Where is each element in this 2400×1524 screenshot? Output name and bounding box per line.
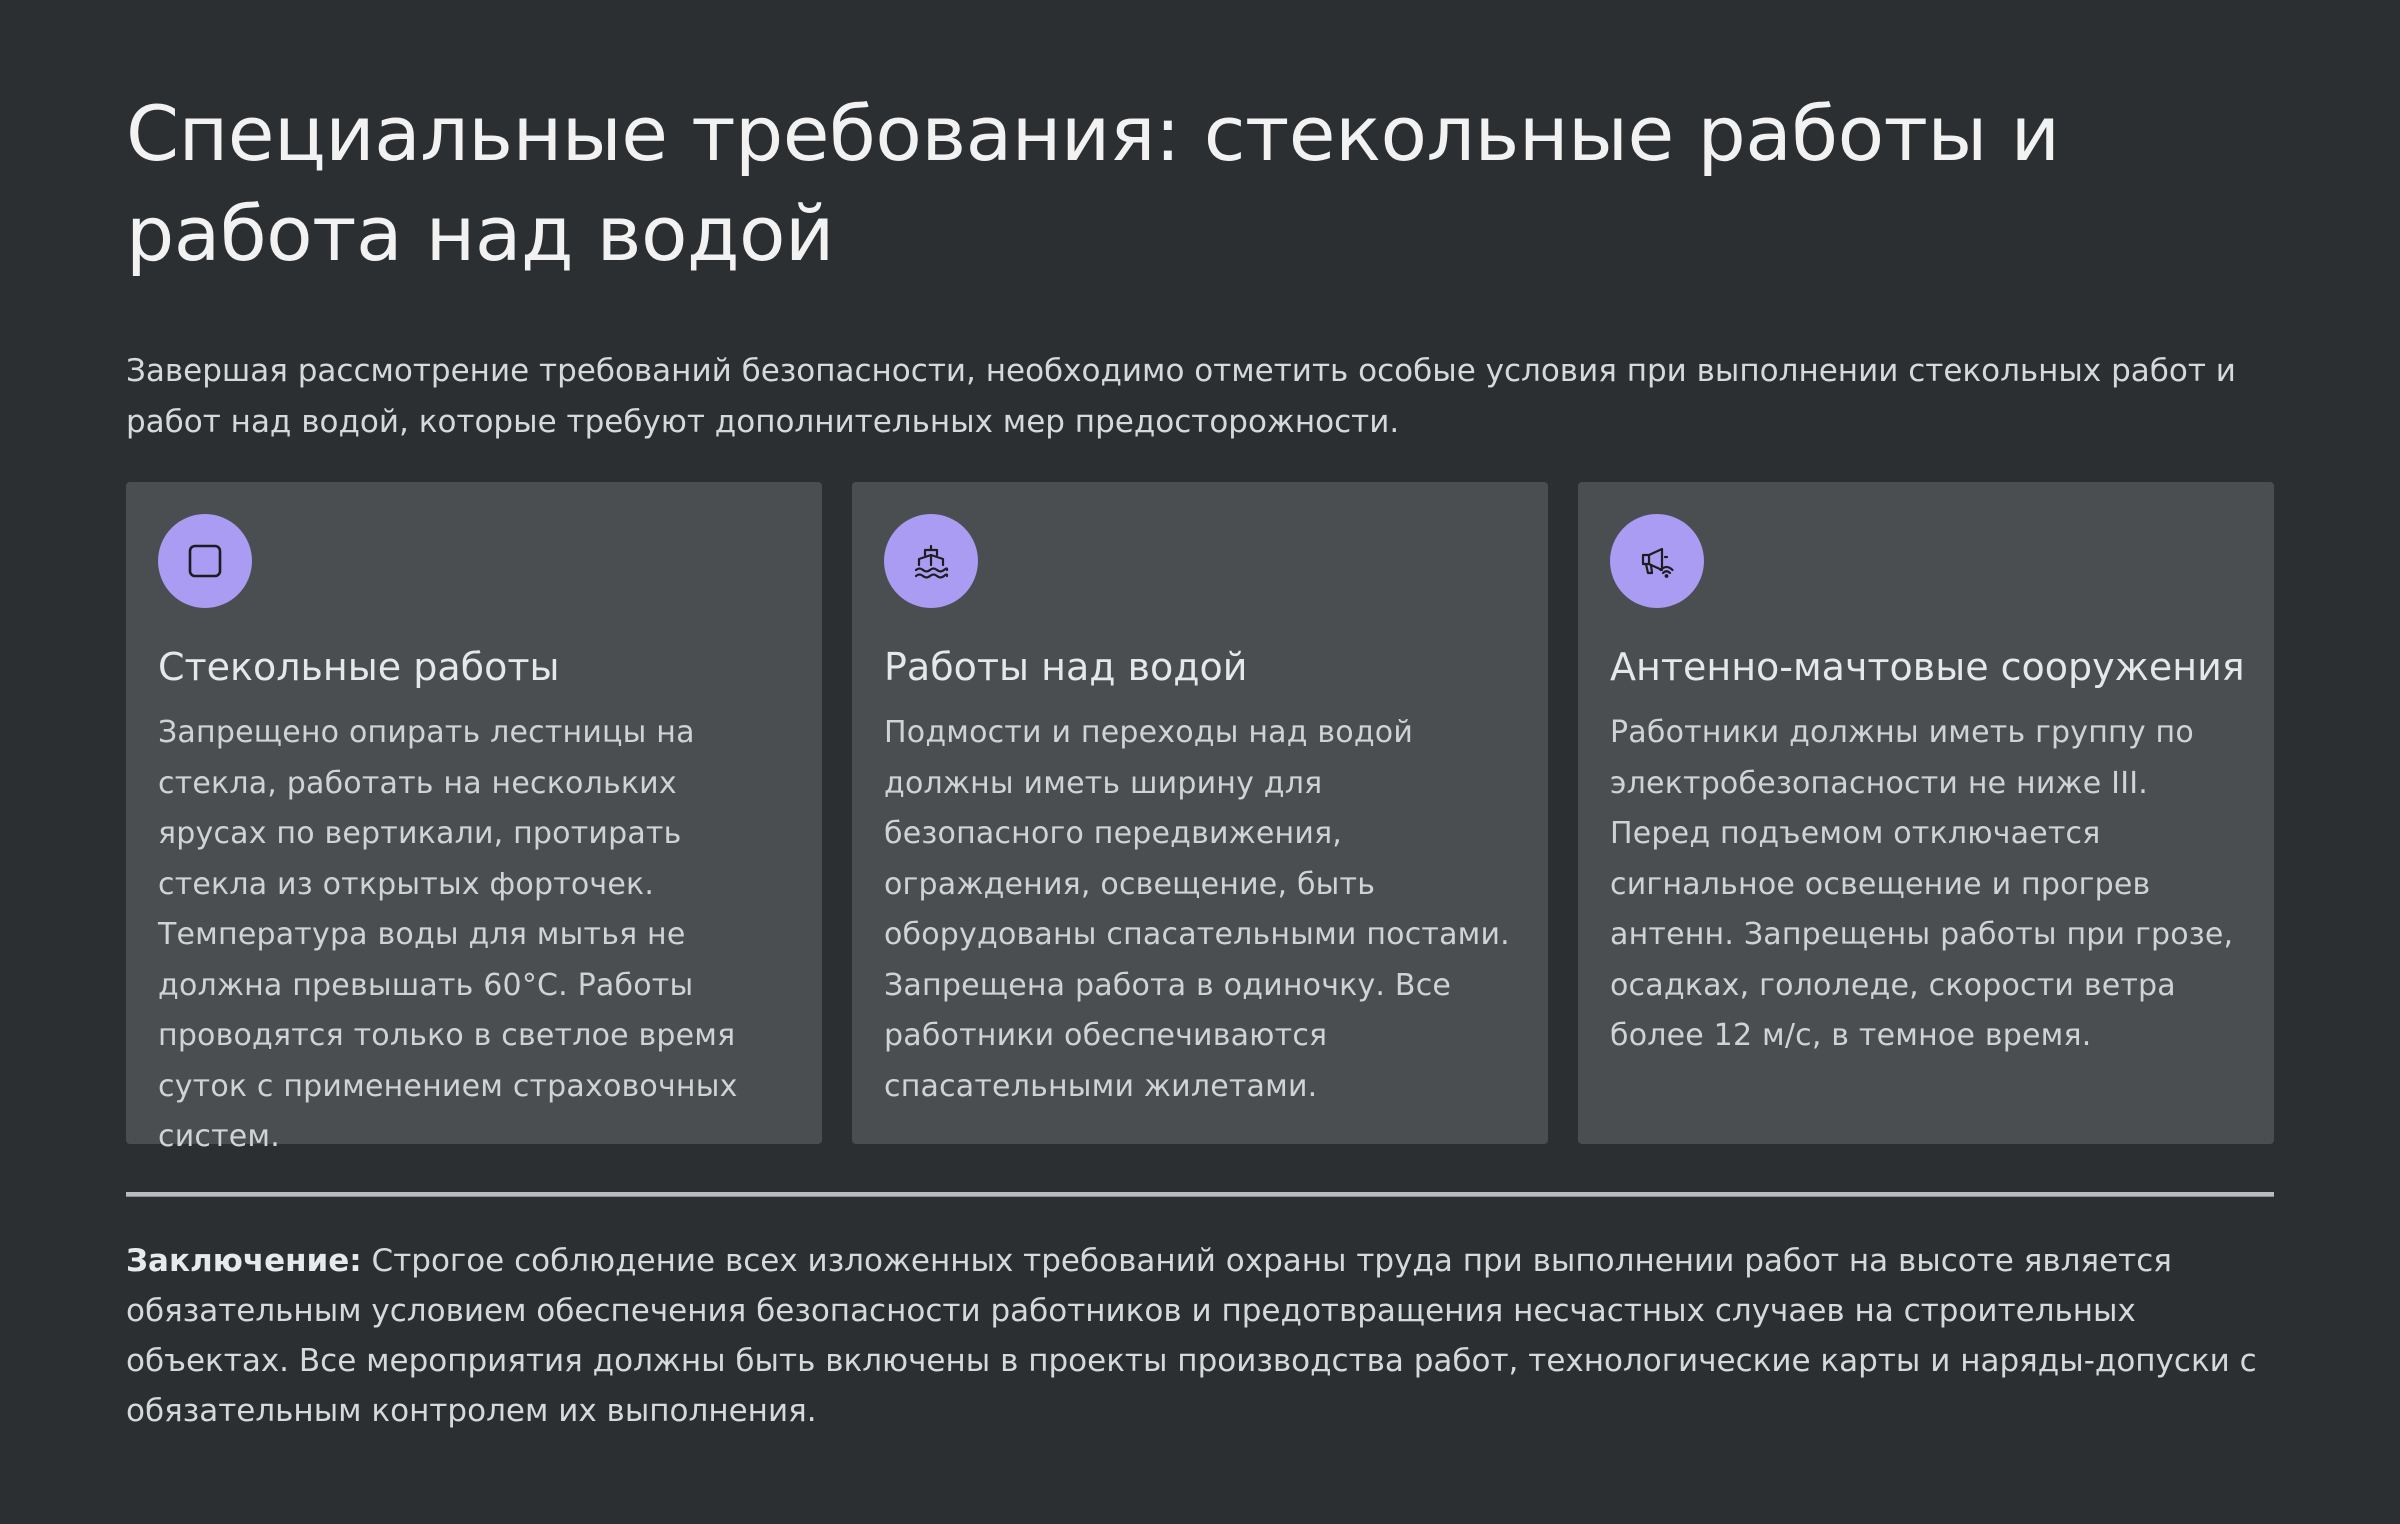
- conclusion-label: Заключение:: [126, 1243, 362, 1279]
- conclusion-text: Строгое соблюдение всех изложенных требований охраны труда при выполнении работ на высоте является обязательным условием обеспечения безопасности работников и предотвращения несчастных случаев на строительных объектах. Все мероприятия должны быть включены в проекты производства работ, технологические карты и наряды-допуски с обязательным контролем их выполнения.: [126, 1243, 2257, 1429]
- square-icon: [179, 535, 231, 587]
- card-icon-badge: [884, 514, 978, 608]
- card-antenna-work: [1578, 482, 2274, 1144]
- section-divider: [126, 1192, 2274, 1197]
- card-title: Антенно-мачтовые сооружения: [1610, 645, 2245, 689]
- card-glass-work: [126, 482, 822, 1154]
- conclusion-paragraph: [126, 1236, 2274, 1436]
- ship-icon: [905, 535, 957, 587]
- card-text: Работники должны иметь группу по электробезопасности не ниже III. Перед подъемом отключается сигнальное освещение и прогрев антенн. Запрещены работы при грозе, осадках, гололеде, скорости ветра более 12 м/с, в темное время.: [1610, 715, 2234, 1053]
- card-water-work: [852, 482, 1548, 1144]
- card-title: Работы над водой: [884, 645, 1248, 689]
- card-text: Запрещено опирать лестницы на стекла, работать на нескольких ярусах по вертикали, протирать стекла из открытых форточек. Температура воды для мытья не должна превышать 60°C. Работы проводятся только в светлое время суток с применением страховочных систем.: [158, 715, 738, 1154]
- card-text: Подмости и переходы над водой должны иметь ширину для безопасного передвижения, ограждения, освещение, быть оборудованы спасательными постами. Запрещена работа в одиночку. Все работники обеспечиваются спасательными жилетами.: [884, 715, 1510, 1104]
- page-title: Специальные требования: стекольные работы и работа над водой: [126, 89, 2060, 278]
- card-icon-badge: [158, 514, 252, 608]
- card-title: Стекольные работы: [158, 645, 560, 689]
- intro-paragraph: Завершая рассмотрение требований безопасности, необходимо отметить особые условия при выполнении стекольных работ и работ над водой, которые требуют дополнительных мер предосторожности.: [126, 353, 2236, 440]
- cards-row: [126, 482, 2274, 1154]
- megaphone-icon: [1631, 535, 1683, 587]
- card-icon-badge: [1610, 514, 1704, 608]
